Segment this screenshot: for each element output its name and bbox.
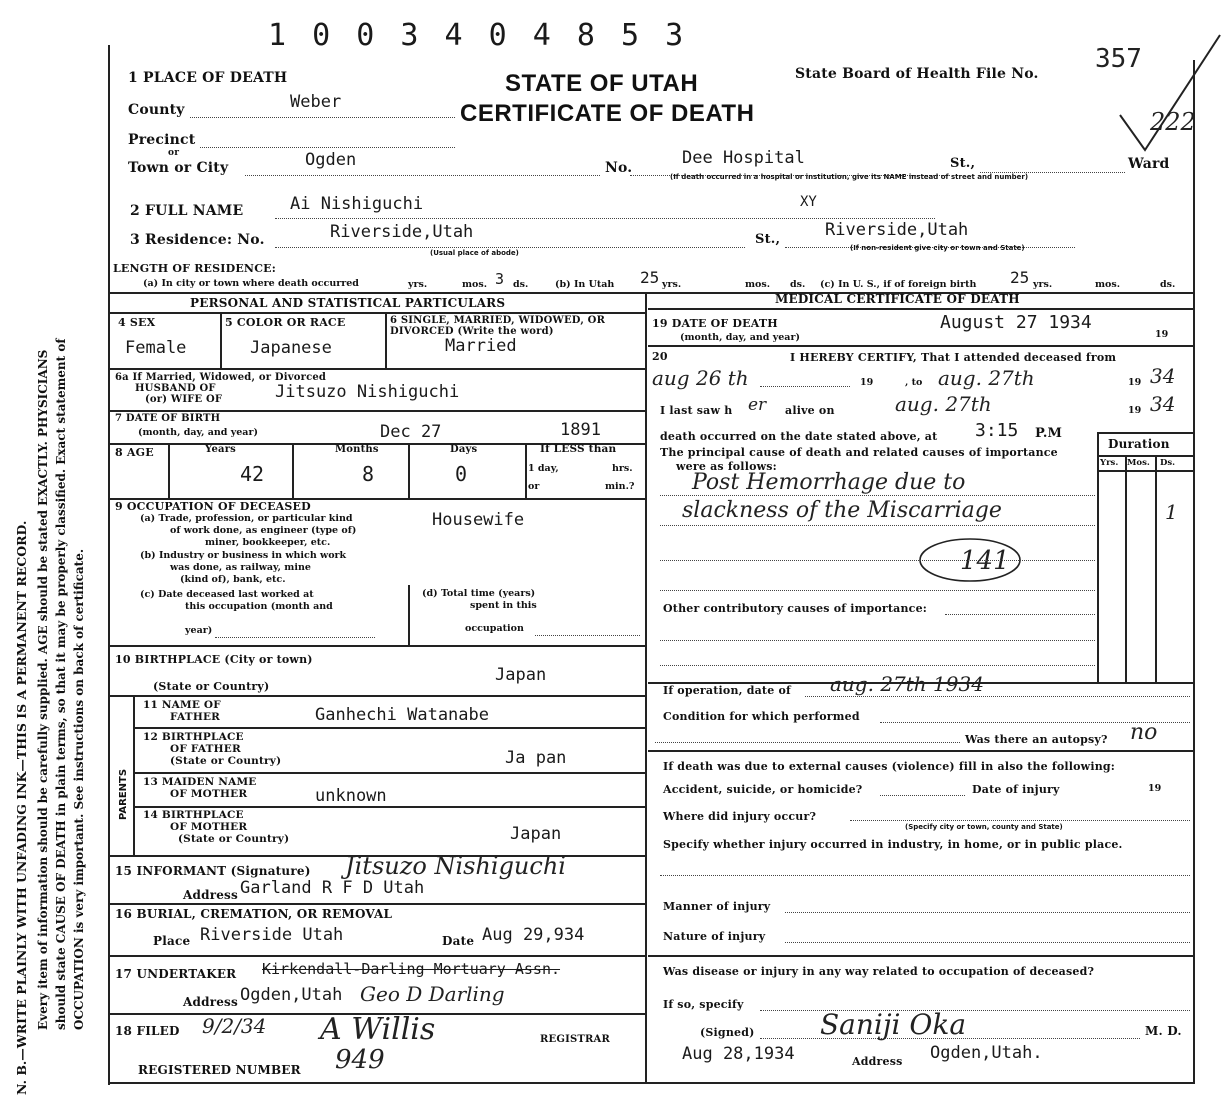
duration-yrs: Yrs. xyxy=(1100,458,1119,468)
burial-date-label: Date xyxy=(442,934,475,948)
autopsy-label: Was there an autopsy? xyxy=(965,733,1108,746)
occ-d3: occupation xyxy=(465,623,524,634)
color-value: Japanese xyxy=(250,338,332,358)
informant-label: 15 INFORMANT (Signature) xyxy=(115,864,311,878)
md-label: M. D. xyxy=(1145,1024,1182,1038)
duration-mos: Mos. xyxy=(1127,458,1150,468)
signed-label: (Signed) xyxy=(700,1026,755,1039)
injury-year-prefix: 19 xyxy=(1148,783,1162,794)
right-border xyxy=(1193,60,1195,1084)
age-months-label: Months xyxy=(335,444,379,455)
manner-label: Manner of injury xyxy=(663,900,771,913)
physician-address: Ogden,Utah. xyxy=(930,1043,1043,1063)
place-of-death-label: 1 PLACE OF DEATH xyxy=(128,70,288,86)
dod-label: 19 DATE OF DEATH xyxy=(652,317,778,330)
physician-address-label: Address xyxy=(852,1055,903,1068)
county-value: Weber xyxy=(290,92,342,112)
informant-signature: Jitsuzo Nishiguchi xyxy=(345,852,566,880)
town-value: Ogden xyxy=(305,150,357,170)
undertaker-value: Kirkendall-Darling Mortuary Assn. xyxy=(262,960,561,978)
age-years: 42 xyxy=(240,462,265,486)
occupation-label: 9 OCCUPATION OF DECEASED xyxy=(115,500,311,513)
mother-label-2: OF MOTHER xyxy=(170,788,248,800)
undertaker-signature: Geo D Darling xyxy=(360,982,505,1006)
birthplace-label: 10 BIRTHPLACE (City or town) xyxy=(115,653,313,666)
cert-text: I HEREBY CERTIFY, That I attended deceased from xyxy=(790,351,1117,364)
file-no-value: 357 xyxy=(1095,44,1142,74)
dob-sub: (month, day, and year) xyxy=(138,427,258,438)
registered-number: 949 xyxy=(335,1045,385,1075)
operation-value: aug. 27th 1934 xyxy=(830,672,984,696)
age-or-label: or xyxy=(528,481,540,492)
burial-place: Riverside Utah xyxy=(200,925,344,945)
certificate-serial: 1 0 0 3 4 0 4 8 5 3 xyxy=(268,18,688,53)
attended-to: aug. 27th xyxy=(938,366,1035,390)
cause-line-2: slackness of the Miscarriage xyxy=(682,498,1002,523)
margin-note-4: OCCUPATION is very important. See instructions on back of certificate. xyxy=(72,548,86,1030)
mother-birthplace-sub: (State or Country) xyxy=(178,833,290,845)
injury-date-label: Date of injury xyxy=(972,783,1060,796)
father-birthplace-sub: (State or Country) xyxy=(170,755,282,767)
condition-label: Condition for which performed xyxy=(663,710,860,723)
duration-days-value: 1 xyxy=(1165,500,1178,524)
informant-address-label: Address xyxy=(183,888,238,902)
full-name-extra: XY xyxy=(800,194,817,210)
mother-birthplace-label-2: OF MOTHER xyxy=(170,821,248,833)
undertaker-address-label: Address xyxy=(183,995,238,1009)
if-so-label: If so, specify xyxy=(663,998,744,1011)
street-label: St., xyxy=(950,156,976,171)
state-title: STATE OF UTAH xyxy=(505,70,699,97)
length-city-mos: 3 xyxy=(495,270,505,288)
burial-place-label: Place xyxy=(153,934,191,948)
length-mos-b: mos. xyxy=(745,279,771,290)
death-time-pm: P.M xyxy=(1035,426,1063,441)
death-time: 3:15 xyxy=(975,420,1019,441)
residence-city-note: (If non-resident give city or town and State) xyxy=(850,244,1025,252)
occ-a: (a) Trade, profession, or particular kind xyxy=(140,513,353,524)
dod-value: August 27 1934 xyxy=(940,312,1092,333)
father-label: 11 NAME OF xyxy=(143,699,221,711)
death-occurred-label: death occurred on the date stated above, at xyxy=(660,430,938,443)
certificate-title: CERTIFICATE OF DEATH xyxy=(460,100,755,127)
margin-note-1: N. B.—WRITE PLAINLY WITH UNFADING INK—THIS IS A PERMANENT RECORD. xyxy=(14,520,29,1095)
attended-year-prefix-2: 19 xyxy=(1128,377,1142,388)
marital-value: Married xyxy=(445,336,517,356)
alive-on-date: aug. 27th xyxy=(895,392,992,416)
age-label: 8 AGE xyxy=(115,446,154,459)
age-hrs-label: hrs. xyxy=(612,463,633,474)
occupation-value: Housewife xyxy=(432,510,525,530)
last-saw-her: er xyxy=(748,395,767,415)
residence-label: 3 Residence: No. xyxy=(130,232,265,248)
spouse-label-3: (or) WIFE OF xyxy=(145,394,223,405)
length-label: LENGTH OF RESIDENCE: xyxy=(113,262,276,275)
length-utah-yrs: 25 xyxy=(640,268,660,287)
birthplace-sub: (State or Country) xyxy=(153,680,270,693)
father-birthplace-label: 12 BIRTHPLACE xyxy=(143,731,244,743)
length-mos-a: mos. xyxy=(462,279,488,290)
contributory-label: Other contributory causes of importance: xyxy=(663,602,928,615)
residence-st-label: St., xyxy=(755,232,781,247)
age-years-label: Years xyxy=(205,444,237,455)
cause-line-1: Post Hemorrhage due to xyxy=(692,470,966,495)
where-injury-label: Where did injury occur? xyxy=(663,810,817,823)
cause-code: 141 xyxy=(960,546,1010,576)
nature-label: Nature of injury xyxy=(663,930,766,943)
last-saw-label: I last saw h xyxy=(660,404,733,417)
age-days-label: Days xyxy=(450,444,478,455)
left-border xyxy=(108,45,110,1085)
length-ds-a: ds. xyxy=(513,279,529,290)
duration-label: Duration xyxy=(1108,437,1170,451)
occ-a3: miner, bookkeeper, etc. xyxy=(205,537,331,548)
attended-to-label: , to xyxy=(905,377,923,388)
occ-c: (c) Date deceased last worked at xyxy=(140,589,314,600)
spouse-label-1: 6a If Married, Widowed, or Divorced xyxy=(115,372,327,383)
sex-value: Female xyxy=(125,338,187,358)
occ-d2: spent in this xyxy=(470,600,537,611)
attended-from: aug 26 th xyxy=(652,366,749,390)
external-causes-label: If death was due to external causes (violence) fill in also the following: xyxy=(663,760,1116,773)
duration-ds: Ds. xyxy=(1160,458,1176,468)
autopsy-value: no xyxy=(1130,720,1158,745)
file-check-number: 222 xyxy=(1150,108,1196,136)
ward-label: Ward xyxy=(1128,156,1170,172)
birthplace-value: Japan xyxy=(495,665,547,685)
filed-date: 9/2/34 xyxy=(202,1014,267,1038)
check-mark-icon xyxy=(1115,30,1225,160)
occ-b3: (kind of), bank, etc. xyxy=(180,574,286,585)
father-label-2: FATHER xyxy=(170,711,221,723)
length-yrs-b: yrs. xyxy=(662,279,682,290)
county-label: County xyxy=(128,102,185,118)
dob-label: 7 DATE OF BIRTH xyxy=(115,413,221,424)
residence-city: Riverside,Utah xyxy=(825,220,969,240)
length-mos-c: mos. xyxy=(1095,279,1121,290)
registrar-label: REGISTRAR xyxy=(540,1034,610,1045)
occ-c2: this occupation (month and xyxy=(185,601,333,612)
registrar-signature: A Willis xyxy=(320,1012,436,1047)
town-label: Town or City xyxy=(128,160,229,176)
marital-label: 6 SINGLE, MARRIED, WIDOWED, OR DIVORCED (Write the word) xyxy=(390,315,606,337)
dob-value: Dec 27 xyxy=(380,422,442,442)
bottom-border xyxy=(108,1082,1194,1084)
medical-header: MEDICAL CERTIFICATE OF DEATH xyxy=(775,292,1020,306)
mother-label: 13 MAIDEN NAME xyxy=(143,776,257,788)
spouse-value: Jitsuzo Nishiguchi xyxy=(275,382,460,402)
cause-text-2: were as follows: xyxy=(676,460,777,473)
personal-header: PERSONAL AND STATISTICAL PARTICULARS xyxy=(190,296,506,310)
color-label: 5 COLOR OR RACE xyxy=(225,316,346,329)
sign-date: Aug 28,1934 xyxy=(682,1044,795,1064)
mother-birthplace-value: Japan xyxy=(510,824,562,844)
cause-text: The principal cause of death and related causes of importance xyxy=(660,446,1058,459)
specify-label: Specify whether injury occurred in industry, in home, or in public place. xyxy=(663,838,1123,851)
burial-date: Aug 29,934 xyxy=(482,925,585,945)
length-c-label: (c) In U. S., if of foreign birth xyxy=(820,279,977,290)
occ-b: (b) Industry or business in which work xyxy=(140,550,347,561)
related-label: Was disease or injury in any way related to occupation of deceased? xyxy=(663,965,1095,978)
dob-year: 1891 xyxy=(560,420,601,440)
father-birthplace-label-2: OF FATHER xyxy=(170,743,241,755)
hospital-value: Dee Hospital xyxy=(682,148,805,168)
undertaker-label: 17 UNDERTAKER xyxy=(115,967,237,981)
filed-label: 18 FILED xyxy=(115,1024,180,1038)
informant-address: Garland R F D Utah xyxy=(240,878,425,898)
age-min-label: min.? xyxy=(605,481,635,492)
parents-label: PARENTS xyxy=(118,768,129,820)
sex-label: 4 SEX xyxy=(118,316,156,329)
full-name-value: Ai Nishiguchi xyxy=(290,194,424,214)
occ-c3: year) xyxy=(185,625,213,636)
file-no-label: State Board of Health File No. xyxy=(795,66,1039,82)
spouse-label-2: HUSBAND OF xyxy=(135,383,216,394)
hospital-note: (If death occurred in a hospital or institution, give its NAME instead of street and number) xyxy=(670,173,1029,181)
full-name-label: 2 FULL NAME xyxy=(130,203,244,219)
cert-number: 20 xyxy=(652,350,668,363)
margin-note-3: should state CAUSE OF DEATH in plain terms, so that it may be properly classified. Exact statement of xyxy=(54,338,68,1030)
age-day-label: 1 day, xyxy=(528,463,559,474)
length-line-a: (a) In city or town where death occurred xyxy=(143,278,359,289)
age-less-label: If LESS than xyxy=(540,443,617,455)
age-days: 0 xyxy=(455,462,468,486)
length-yrs-c: yrs. xyxy=(1033,279,1053,290)
length-us-yrs: 25 xyxy=(1010,268,1030,287)
dod-sub: (month, day, and year) xyxy=(680,332,800,343)
accident-label: Accident, suicide, or homicide? xyxy=(663,783,863,796)
occ-b2: was done, as railway, mine xyxy=(170,562,311,573)
registered-number-label: REGISTERED NUMBER xyxy=(138,1063,301,1077)
margin-note-2: Every item of information should be carefully supplied. AGE should be stated EXACTLY. PHYSICIANS xyxy=(36,349,50,1030)
length-yrs-a: yrs. xyxy=(408,279,428,290)
residence-value: Riverside,Utah xyxy=(330,222,474,242)
residence-note: (Usual place of abode) xyxy=(430,249,519,257)
or-label: or xyxy=(168,148,180,158)
mother-value: unknown xyxy=(315,786,387,806)
physician-signature: Saniji Oka xyxy=(820,1008,967,1041)
where-injury-note: (Specify city or town, county and State) xyxy=(905,823,1063,831)
length-ds-b: ds. xyxy=(790,279,806,290)
occ-d: (d) Total time (years) xyxy=(422,588,536,599)
alive-on-label: alive on xyxy=(785,404,835,417)
father-birthplace-value: Ja pan xyxy=(505,748,567,768)
attended-year-2: 34 xyxy=(1150,392,1176,416)
length-ds-c: ds. xyxy=(1160,279,1176,290)
attended-year-1: 34 xyxy=(1150,364,1176,388)
alive-year-prefix: 19 xyxy=(1128,405,1142,416)
undertaker-address: Ogden,Utah xyxy=(240,985,343,1005)
burial-label: 16 BURIAL, CREMATION, OR REMOVAL xyxy=(115,907,393,921)
operation-label: If operation, date of xyxy=(663,684,791,697)
mother-birthplace-label: 14 BIRTHPLACE xyxy=(143,809,244,821)
father-value: Ganhechi Watanabe xyxy=(315,705,489,725)
length-b-label: (b) In Utah xyxy=(555,279,615,290)
age-months: 8 xyxy=(362,462,375,486)
occ-a2: of work done, as engineer (type of) xyxy=(170,525,357,536)
attended-year-prefix: 19 xyxy=(860,377,874,388)
no-label: No. xyxy=(605,160,633,176)
dod-year-suffix: 19 xyxy=(1155,329,1169,340)
precinct-label: Precinct xyxy=(128,132,196,148)
